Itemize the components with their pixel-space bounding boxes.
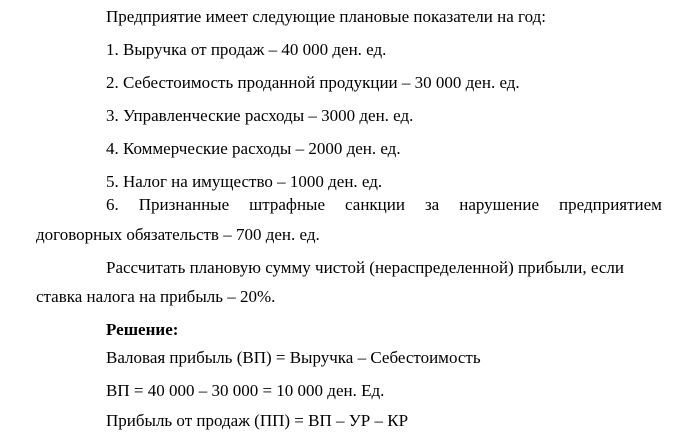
penalties-word: Признанные	[138, 195, 230, 214]
task-line1: Рассчитать плановую сумму чистой (нераспределенной) прибыли, если	[106, 258, 624, 277]
penalties-word: предприятием	[559, 195, 662, 214]
solution-heading: Решение:	[106, 320, 179, 339]
penalties-word: за	[424, 195, 440, 214]
penalties-word: 6.	[106, 195, 119, 214]
list-item-penalties-line1	[106, 195, 662, 215]
task-line2: ставка налога на прибыль – 20%.	[36, 287, 276, 306]
solution-line-gross-profit: Валовая прибыль (ВП) = Выручка – Себестоимость	[106, 348, 481, 367]
intro-line: Предприятие имеет следующие плановые показатели на год:	[106, 7, 546, 26]
list-item-penalties-line2: договорных обязательств – 700 ден. ед.	[36, 225, 320, 244]
list-item-cost-of-sales: 2. Себестоимость проданной продукции – 30 000 ден. ед.	[106, 73, 520, 92]
list-item-revenue: 1. Выручка от продаж – 40 000 ден. ед.	[106, 40, 387, 59]
list-item-property-tax: 5. Налог на имущество – 1000 ден. ед.	[106, 172, 383, 191]
penalties-word: штрафные	[249, 195, 326, 214]
list-item-admin-expenses: 3. Управленческие расходы – 3000 ден. ед.	[106, 106, 414, 125]
list-item-selling-expenses: 4. Коммерческие расходы – 2000 ден. ед.	[106, 139, 401, 158]
penalties-word: санкции	[345, 195, 405, 214]
solution-line-gross-profit-calc: ВП = 40 000 – 30 000 = 10 000 ден. Ед.	[106, 381, 385, 400]
penalties-word: нарушение	[459, 195, 540, 214]
solution-line-sales-profit: Прибыль от продаж (ПП) = ВП – УР – КР	[106, 411, 409, 430]
